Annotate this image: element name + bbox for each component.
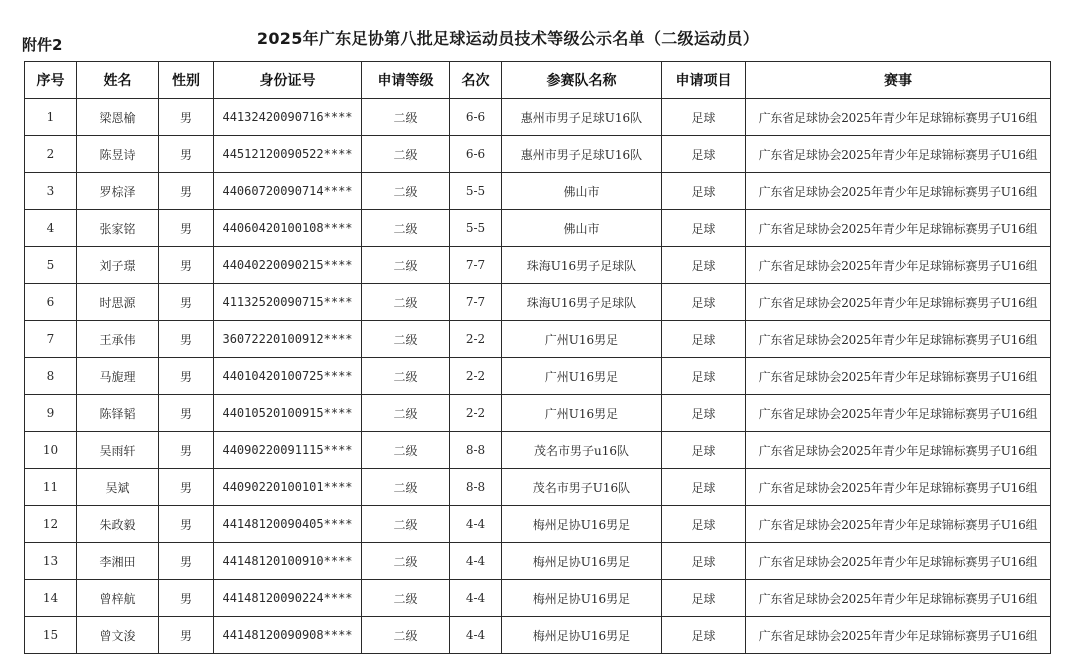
col-header-gender: 性别: [159, 62, 214, 99]
table-row: [25, 173, 1051, 210]
cell-gender: 男: [159, 284, 214, 321]
table-row: [25, 99, 1051, 136]
cell-rank: 2-2: [450, 395, 502, 432]
col-header-event: 赛事: [746, 62, 1051, 99]
cell-id-number: 44132420090716****: [214, 99, 362, 136]
table-row: [25, 247, 1051, 284]
cell-sport: 足球: [662, 321, 746, 358]
cell-gender: 男: [159, 173, 214, 210]
cell-team: 惠州市男子足球U16队: [502, 136, 662, 173]
cell-sport: 足球: [662, 247, 746, 284]
cell-name: 陈昱诗: [77, 136, 159, 173]
cell-gender: 男: [159, 321, 214, 358]
cell-level: 二级: [362, 580, 450, 617]
cell-event: 广东省足球协会2025年青少年足球锦标赛男子U16组: [746, 247, 1051, 284]
cell-sport: 足球: [662, 99, 746, 136]
table-row: [25, 284, 1051, 321]
table-row: [25, 321, 1051, 358]
table-row: [25, 136, 1051, 173]
cell-name: 梁恩榆: [77, 99, 159, 136]
cell-name: 时思源: [77, 284, 159, 321]
cell-index: 2: [25, 136, 77, 173]
cell-id-number: 44090220091115****: [214, 432, 362, 469]
cell-team: 茂名市男子U16队: [502, 469, 662, 506]
cell-id-number: 41132520090715****: [214, 284, 362, 321]
cell-id-number: 44010520100915****: [214, 395, 362, 432]
cell-event: 广东省足球协会2025年青少年足球锦标赛男子U16组: [746, 432, 1051, 469]
cell-team: 梅州足协U16男足: [502, 580, 662, 617]
table-row: [25, 210, 1051, 247]
cell-sport: 足球: [662, 358, 746, 395]
table-row: [25, 469, 1051, 506]
cell-gender: 男: [159, 469, 214, 506]
cell-rank: 6-6: [450, 136, 502, 173]
cell-rank: 2-2: [450, 358, 502, 395]
cell-name: 吴斌: [77, 469, 159, 506]
cell-id-number: 44148120090405****: [214, 506, 362, 543]
cell-sport: 足球: [662, 395, 746, 432]
cell-sport: 足球: [662, 580, 746, 617]
table-row: [25, 358, 1051, 395]
cell-level: 二级: [362, 321, 450, 358]
cell-level: 二级: [362, 99, 450, 136]
col-header-level: 申请等级: [362, 62, 450, 99]
cell-name: 陈铎韬: [77, 395, 159, 432]
cell-index: 1: [25, 99, 77, 136]
cell-team: 珠海U16男子足球队: [502, 284, 662, 321]
cell-index: 7: [25, 321, 77, 358]
col-header-rank: 名次: [450, 62, 502, 99]
cell-rank: 8-8: [450, 432, 502, 469]
col-header-id-number: 身份证号: [214, 62, 362, 99]
cell-event: 广东省足球协会2025年青少年足球锦标赛男子U16组: [746, 99, 1051, 136]
cell-index: 4: [25, 210, 77, 247]
cell-sport: 足球: [662, 284, 746, 321]
cell-team: 广州U16男足: [502, 321, 662, 358]
cell-id-number: 44040220090215****: [214, 247, 362, 284]
cell-name: 张家铭: [77, 210, 159, 247]
cell-gender: 男: [159, 506, 214, 543]
table-row: [25, 543, 1051, 580]
cell-gender: 男: [159, 136, 214, 173]
cell-event: 广东省足球协会2025年青少年足球锦标赛男子U16组: [746, 395, 1051, 432]
cell-index: 10: [25, 432, 77, 469]
col-header-sport: 申请项目: [662, 62, 746, 99]
cell-event: 广东省足球协会2025年青少年足球锦标赛男子U16组: [746, 469, 1051, 506]
cell-event: 广东省足球协会2025年青少年足球锦标赛男子U16组: [746, 210, 1051, 247]
cell-team: 梅州足协U16男足: [502, 617, 662, 654]
cell-team: 佛山市: [502, 210, 662, 247]
cell-sport: 足球: [662, 210, 746, 247]
cell-name: 曾文浚: [77, 617, 159, 654]
cell-rank: 4-4: [450, 506, 502, 543]
cell-id-number: 44060420100108****: [214, 210, 362, 247]
cell-index: 12: [25, 506, 77, 543]
cell-id-number: 44148120100910****: [214, 543, 362, 580]
cell-name: 曾梓航: [77, 580, 159, 617]
cell-sport: 足球: [662, 173, 746, 210]
cell-index: 8: [25, 358, 77, 395]
table-header-row: [25, 62, 1051, 99]
cell-id-number: 44010420100725****: [214, 358, 362, 395]
cell-index: 11: [25, 469, 77, 506]
cell-event: 广东省足球协会2025年青少年足球锦标赛男子U16组: [746, 136, 1051, 173]
cell-team: 珠海U16男子足球队: [502, 247, 662, 284]
cell-index: 9: [25, 395, 77, 432]
document-title: 2025年广东足协第八批足球运动员技术等级公示名单（二级运动员）: [256, 29, 760, 48]
cell-team: 广州U16男足: [502, 358, 662, 395]
cell-gender: 男: [159, 247, 214, 284]
cell-rank: 7-7: [450, 247, 502, 284]
cell-index: 15: [25, 617, 77, 654]
cell-id-number: 44060720090714****: [214, 173, 362, 210]
cell-event: 广东省足球协会2025年青少年足球锦标赛男子U16组: [746, 173, 1051, 210]
cell-level: 二级: [362, 358, 450, 395]
cell-level: 二级: [362, 617, 450, 654]
table-row: [25, 395, 1051, 432]
cell-gender: 男: [159, 543, 214, 580]
cell-sport: 足球: [662, 617, 746, 654]
cell-event: 广东省足球协会2025年青少年足球锦标赛男子U16组: [746, 617, 1051, 654]
cell-level: 二级: [362, 136, 450, 173]
cell-name: 王承伟: [77, 321, 159, 358]
cell-level: 二级: [362, 469, 450, 506]
cell-level: 二级: [362, 432, 450, 469]
cell-level: 二级: [362, 506, 450, 543]
cell-id-number: 44512120090522****: [214, 136, 362, 173]
cell-rank: 8-8: [450, 469, 502, 506]
cell-id-number: 44148120090908****: [214, 617, 362, 654]
table-row: [25, 580, 1051, 617]
cell-id-number: 44148120090224****: [214, 580, 362, 617]
cell-gender: 男: [159, 210, 214, 247]
cell-id-number: 44090220100101****: [214, 469, 362, 506]
cell-level: 二级: [362, 395, 450, 432]
athlete-roster-table: [24, 61, 1051, 654]
cell-rank: 4-4: [450, 580, 502, 617]
cell-gender: 男: [159, 358, 214, 395]
cell-level: 二级: [362, 247, 450, 284]
table-row: [25, 506, 1051, 543]
cell-index: 6: [25, 284, 77, 321]
cell-index: 13: [25, 543, 77, 580]
cell-name: 马旎理: [77, 358, 159, 395]
cell-gender: 男: [159, 580, 214, 617]
cell-rank: 2-2: [450, 321, 502, 358]
cell-rank: 7-7: [450, 284, 502, 321]
col-header-team: 参赛队名称: [502, 62, 662, 99]
cell-name: 朱政毅: [77, 506, 159, 543]
cell-rank: 4-4: [450, 617, 502, 654]
cell-id-number: 36072220100912****: [214, 321, 362, 358]
cell-gender: 男: [159, 99, 214, 136]
cell-gender: 男: [159, 432, 214, 469]
cell-team: 惠州市男子足球U16队: [502, 99, 662, 136]
table-row: [25, 617, 1051, 654]
cell-rank: 5-5: [450, 173, 502, 210]
cell-name: 刘子璟: [77, 247, 159, 284]
cell-team: 梅州足协U16男足: [502, 506, 662, 543]
cell-rank: 4-4: [450, 543, 502, 580]
cell-team: 广州U16男足: [502, 395, 662, 432]
cell-sport: 足球: [662, 506, 746, 543]
cell-gender: 男: [159, 617, 214, 654]
cell-event: 广东省足球协会2025年青少年足球锦标赛男子U16组: [746, 506, 1051, 543]
cell-name: 吴雨轩: [77, 432, 159, 469]
cell-level: 二级: [362, 543, 450, 580]
cell-name: 罗棕泽: [77, 173, 159, 210]
cell-index: 3: [25, 173, 77, 210]
cell-event: 广东省足球协会2025年青少年足球锦标赛男子U16组: [746, 321, 1051, 358]
cell-team: 梅州足协U16男足: [502, 543, 662, 580]
cell-gender: 男: [159, 395, 214, 432]
cell-rank: 5-5: [450, 210, 502, 247]
cell-event: 广东省足球协会2025年青少年足球锦标赛男子U16组: [746, 543, 1051, 580]
cell-team: 茂名市男子u16队: [502, 432, 662, 469]
cell-index: 5: [25, 247, 77, 284]
cell-name: 李湘田: [77, 543, 159, 580]
cell-sport: 足球: [662, 543, 746, 580]
cell-sport: 足球: [662, 469, 746, 506]
attachment-label: 附件2: [22, 36, 63, 54]
cell-event: 广东省足球协会2025年青少年足球锦标赛男子U16组: [746, 358, 1051, 395]
cell-rank: 6-6: [450, 99, 502, 136]
cell-event: 广东省足球协会2025年青少年足球锦标赛男子U16组: [746, 284, 1051, 321]
cell-sport: 足球: [662, 136, 746, 173]
col-header-index: 序号: [25, 62, 77, 99]
cell-index: 14: [25, 580, 77, 617]
cell-sport: 足球: [662, 432, 746, 469]
table-row: [25, 432, 1051, 469]
cell-level: 二级: [362, 173, 450, 210]
cell-level: 二级: [362, 284, 450, 321]
cell-team: 佛山市: [502, 173, 662, 210]
col-header-name: 姓名: [77, 62, 159, 99]
cell-event: 广东省足球协会2025年青少年足球锦标赛男子U16组: [746, 580, 1051, 617]
cell-level: 二级: [362, 210, 450, 247]
